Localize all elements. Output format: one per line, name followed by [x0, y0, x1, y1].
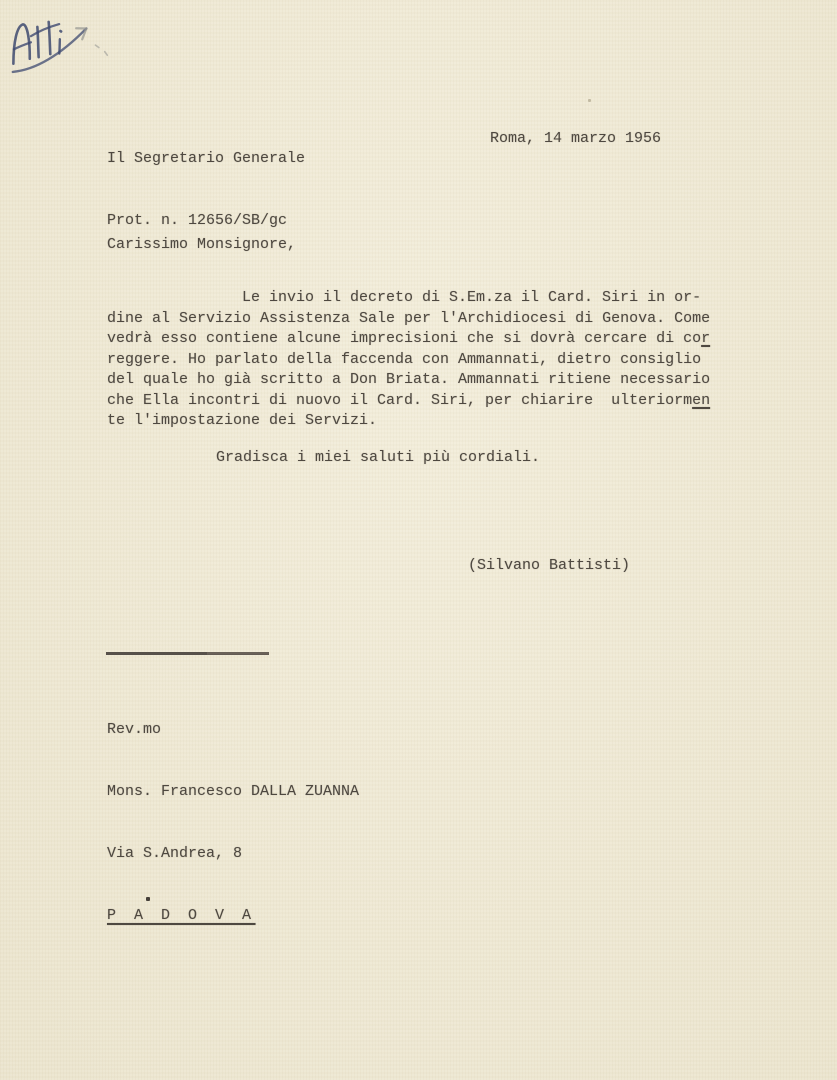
protocol-number: Prot. n. 12656/SB/gc [107, 211, 288, 229]
signature: (Silvano Battisti) [468, 557, 631, 574]
recipient-block [107, 679, 359, 967]
body-paragraph-2: Gradisca i miei saluti più cordiali. [216, 449, 541, 466]
salutation: Carissimo Monsignore, [107, 236, 297, 253]
body-line: che Ella incontri di nuovo il Card. Siri, per chiarire ulteriormen [107, 391, 711, 409]
body-line: te l'impostazione dei Servizi. [107, 412, 378, 429]
body-paragraph-1 [107, 288, 710, 432]
body-line: del quale ho già scritto a Don Briata. Ammannati ritiene necessario [107, 371, 711, 388]
body-line: vedrà esso contiene alcune imprecisioni che si dovrà cercare di cor [107, 330, 711, 347]
body-line: Le invio il decreto di S.Em.za il Card. Siri in or- [242, 289, 702, 306]
recipient-name: Mons. Francesco DALLA ZUANNA [107, 782, 360, 800]
body-line: reggere. Ho parlato della faccenda con Ammannati, dietro consiglio [107, 350, 702, 368]
sender-office: Il Segretario Generale [107, 150, 306, 167]
recipient-street: Via S.Andrea, 8 [107, 844, 243, 862]
typed-separator-line [106, 652, 269, 655]
body-line: dine al Servizio Assistenza Sale per l'Archidiocesi di Genova. Come [107, 309, 711, 327]
handwriting-atti-icon [0, 0, 138, 88]
ink-speck [146, 897, 150, 901]
recipient-city: P A D O V A [107, 906, 256, 924]
handwritten-annotation [0, 0, 138, 88]
dateline: Roma, 14 marzo 1956 [490, 130, 662, 147]
recipient-honorific: Rev.mo [107, 721, 162, 739]
paper-speck [588, 99, 591, 102]
